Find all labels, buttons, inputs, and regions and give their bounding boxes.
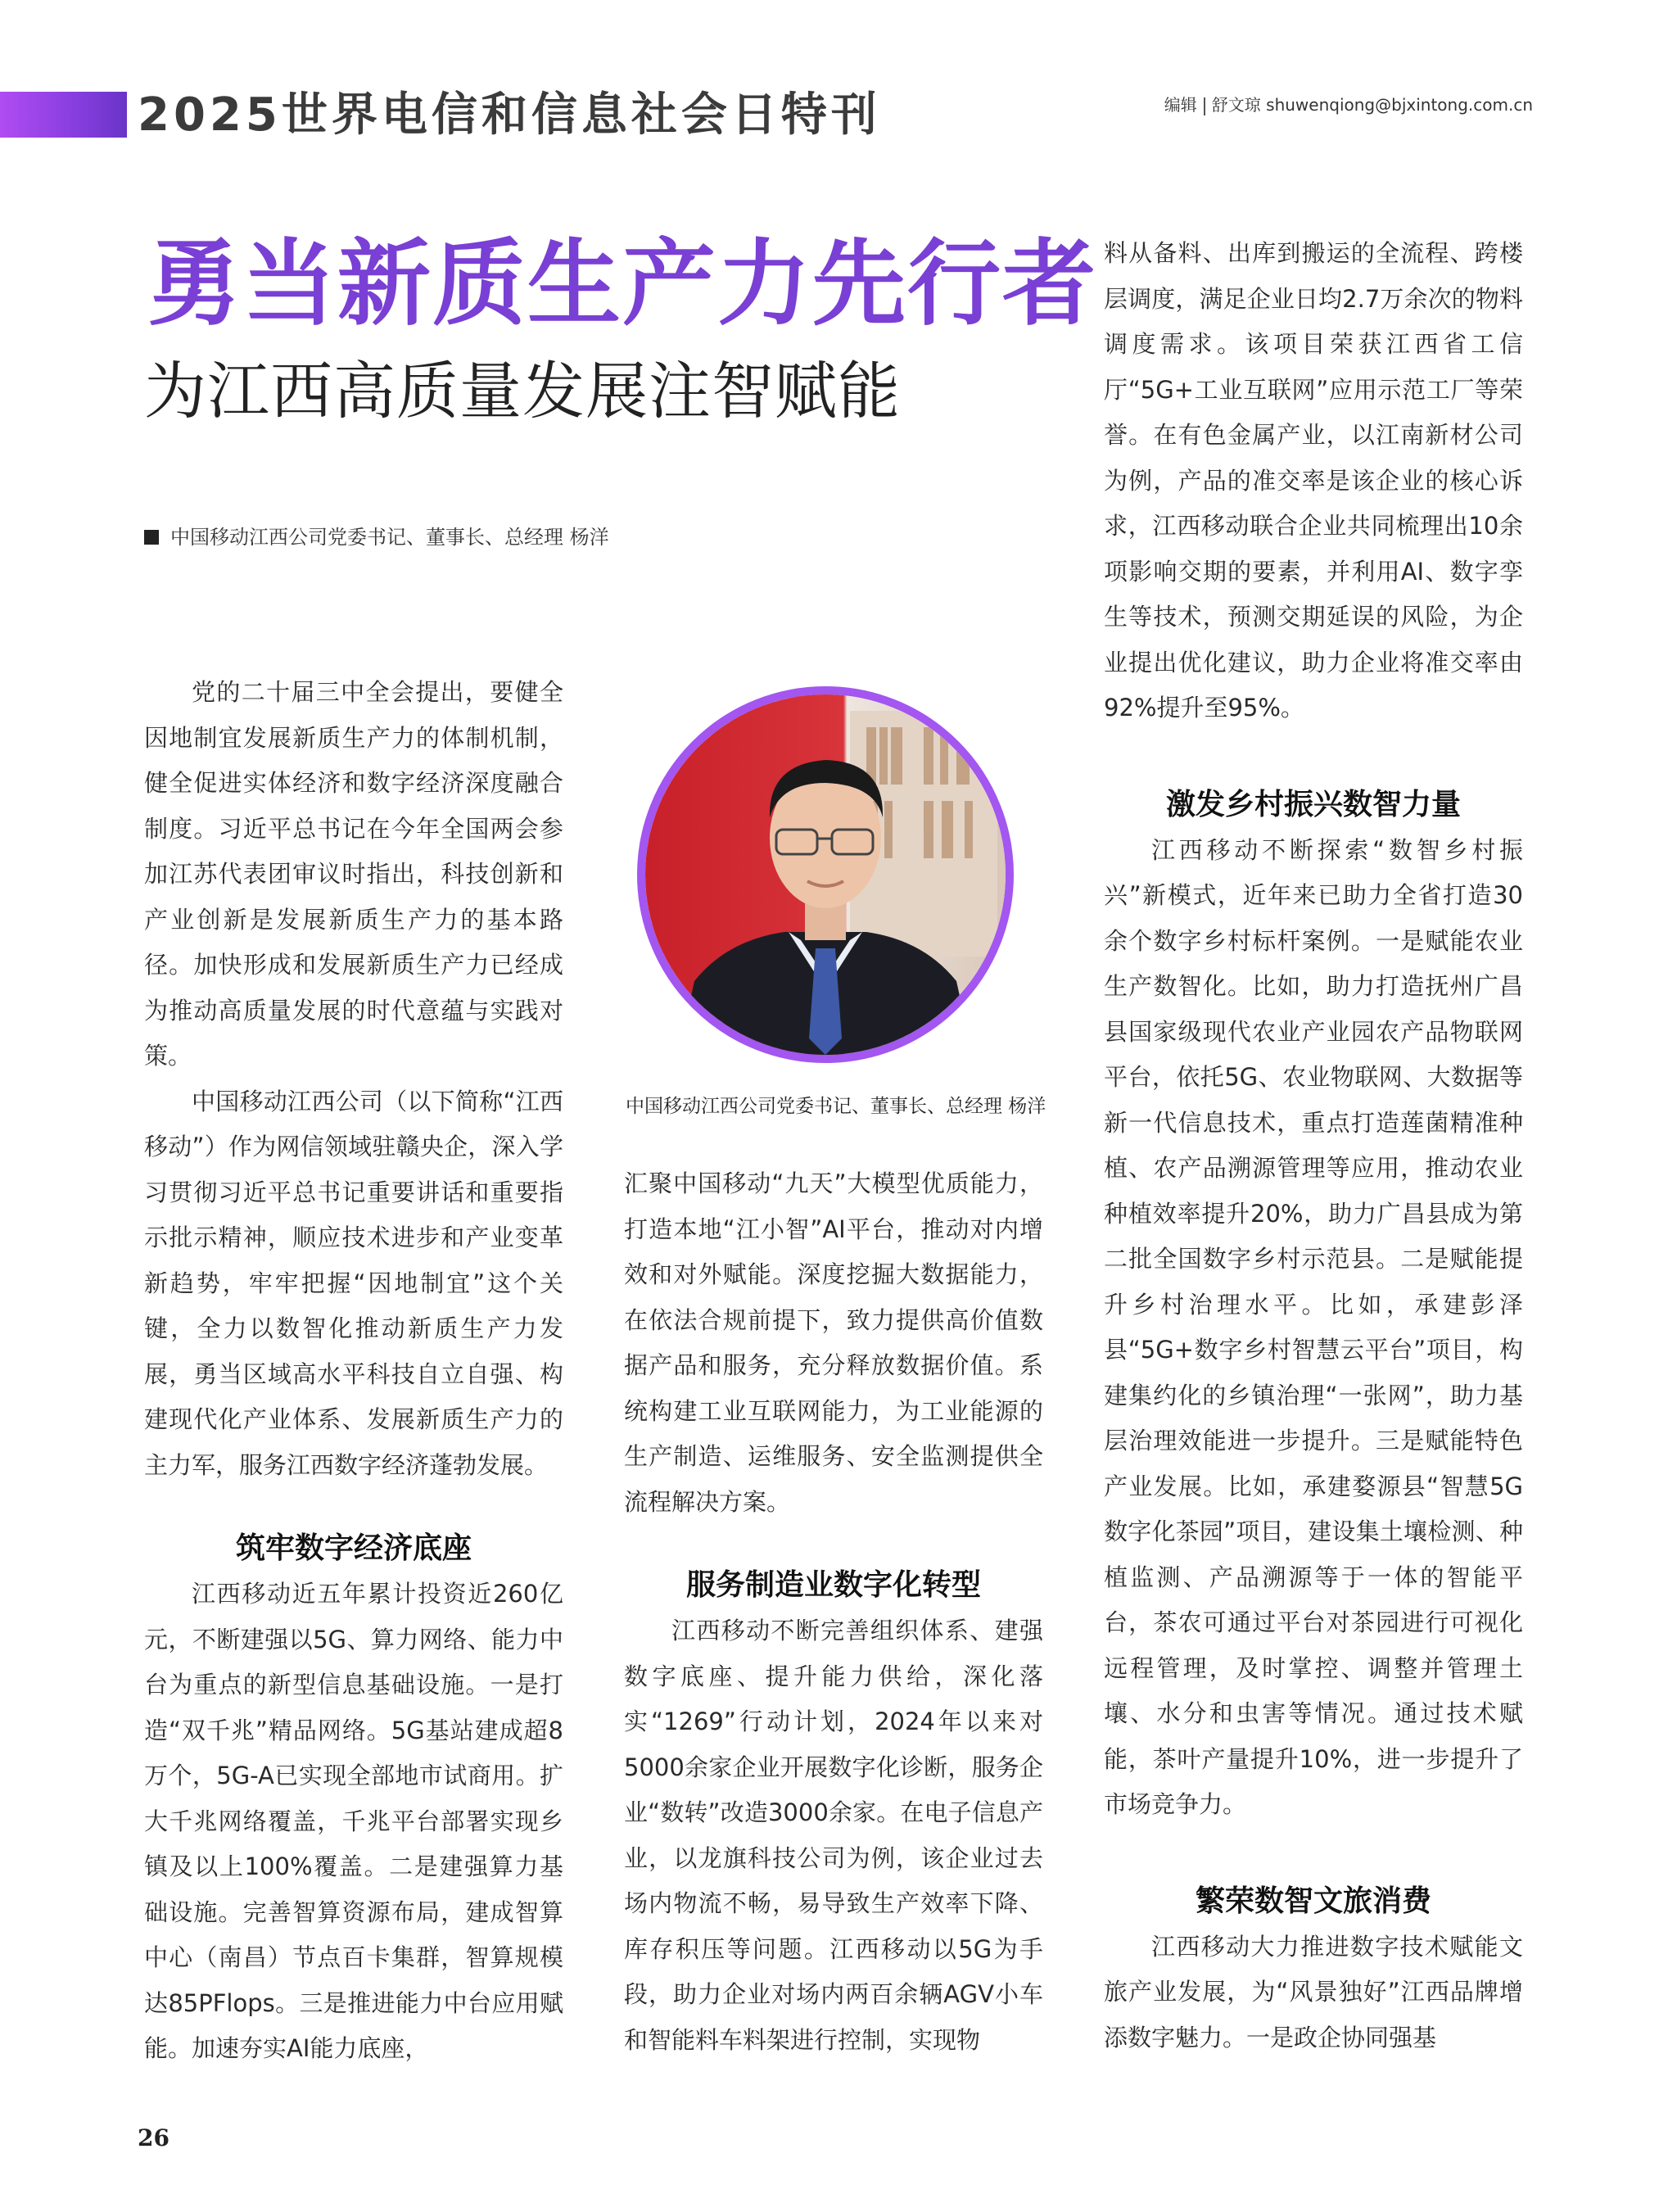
article-title: 勇当新质生产力先行者 bbox=[147, 229, 1098, 338]
section-heading: 服务制造业数字化转型 bbox=[685, 1568, 981, 1602]
paragraph: 江西移动不断完善组织体系、建强数字底座、提升能力供给，深化落实“1269”行动计划，2024年以来对5000余家企业开展数字化诊断，服务企业“数转”改造3000余家。在电子信息产业，以龙旗科技公司为例，该企业过去场内物流不畅，易导致生产效率下降、库存积压等问题。江西移动以5G为手段，助力企业对场内两百余辆AGV小车和智能料车料架进行控制，实现物 bbox=[624, 1617, 1043, 2054]
photo-caption: 中国移动江西公司党委书记、董事长、总经理 杨洋 bbox=[626, 1096, 1046, 1117]
portrait-illustration bbox=[645, 694, 1006, 1055]
editor-email: shuwenqiong@bjxintong.com.cn bbox=[1266, 95, 1533, 115]
editor-label: 编辑 bbox=[1164, 95, 1197, 115]
section-heading: 繁荣数智文旅消费 bbox=[1195, 1884, 1431, 1918]
header-accent-bar bbox=[0, 92, 127, 138]
text-column-1 bbox=[144, 670, 563, 2072]
byline bbox=[144, 521, 609, 550]
section-title: 2025世界电信和信息社会日特刊 bbox=[138, 88, 881, 142]
paragraph: 江西移动不断探索“数智乡村振兴”新模式，近年来已助力全省打造30余个数字乡村标杆案例。一是赋能农业生产数智化。比如，助力打造抚州广昌县国家级现代农业产业园农产品物联网平台，依托5G、农业物联网、大数据等新一代信息技术，重点打造莲菌精准种植、农产品溯源管理等应用，推动农业种植效率提升20%，助力广昌县成为第二批全国数字乡村示范县。二是赋能提升乡村治理水平。比如，承建彭泽县“5G+数字乡村智慧云平台”项目，构建集约化的乡镇治理“一张网”，助力基层治理效能进一步提升。三是赋能特色产业发展。比如，承建婺源县“智慧5G数字化茶园”项目，建设集土壤检测、种植监测、产品溯源等于一体的智能平台，茶农可通过平台对茶园进行可视化远程管理，及时掌控、调整并管理土壤、水分和虫害等情况。通过技术赋能，茶叶产量提升10%，进一步提升了市场竞争力。 bbox=[1104, 835, 1523, 1818]
editor-credit bbox=[1164, 92, 1533, 115]
page-number: 26 bbox=[138, 2124, 170, 2151]
paragraph: 汇聚中国移动“九天”大模型优质能力，打造本地“江小智”AI平台，推动对内增效和对外赋能。深度挖掘大数据能力，在依法合规前提下，致力提供高价值数据产品和服务，充分释放数据价值。系统构建工业互联网能力，为工业能源的生产制造、运维服务、安全监测提供全流程解决方案。 bbox=[624, 1169, 1043, 1516]
text-column-2 bbox=[624, 1161, 1043, 2063]
article-subtitle: 为江西高质量发展注智赋能 bbox=[144, 355, 901, 427]
section-heading: 激发乡村振兴数智力量 bbox=[1165, 787, 1461, 821]
paragraph: 江西移动近五年累计投资近260亿元，不断建强以5G、算力网络、能力中台为重点的新型信息基础设施。一是打造“双千兆”精品网络。5G基站建成超8万个，5G-A已实现全部地市试商用。扩大千兆网络覆盖，千兆平台部署实现乡镇及以上100%覆盖。二是建强算力基础设施。完善智算资源布局，建成智算中心（南昌）节点百卡集群，智算规模达85PFlops。三是推进能力中台应用赋能。加速夯实AI能力底座， bbox=[144, 1580, 563, 2062]
paragraph: 中国移动江西公司（以下简称“江西移动”）作为网信领域驻赣央企，深入学习贯彻习近平总书记重要讲话和重要指示批示精神，顺应技术进步和产业变革新趋势，牢牢把握“因地制宜”这个关键，全力以数智化推动新质生产力发展，勇当区域高水平科技自立自强、构建现代化产业体系、发展新质生产力的主力军，服务江西数字经济蓬勃发展。 bbox=[144, 1087, 563, 1479]
section-heading: 筑牢数字经济底座 bbox=[235, 1531, 472, 1565]
byline-text: 中国移动江西公司党委书记、董事长、总经理 杨洋 bbox=[170, 526, 609, 549]
paragraph: 料从备料、出库到搬运的全流程、跨楼层调度，满足企业日均2.7万余次的物料调度需求。该项目荣获江西省工信厅“5G+工业互联网”应用示范工厂等荣誉。在有色金属产业，以江南新材公司为例，产品的准交率是该企业的核心诉求，江西移动联合企业共同梳理出10余项影响交期的要素，并利用AI、数字孪生等技术，预测交期延误的风险，为企业提出优化建议，助力企业将准交率由92%提升至95%。 bbox=[1104, 239, 1523, 722]
paragraph: 党的二十届三中全会提出，要健全因地制宜发展新质生产力的体制机制，健全促进实体经济和数字经济深度融合制度。习近平总书记在今年全国两会参加江苏代表团审议时指出，科技创新和产业创新是发展新质生产力的基本路径。加快形成和发展新质生产力已经成为推动高质量发展的时代意蕴与实践对策。 bbox=[144, 678, 563, 1070]
paragraph: 江西移动大力推进数字技术赋能文旅产业发展，为“风景独好”江西品牌增添数字魅力。一是政企协同强基 bbox=[1104, 1932, 1523, 2051]
editor-divider bbox=[1204, 97, 1205, 115]
editor-name: 舒文琼 bbox=[1211, 95, 1261, 115]
portrait-photo bbox=[637, 686, 1014, 1063]
text-column-3 bbox=[1104, 231, 1523, 2060]
byline-square-icon bbox=[144, 530, 159, 545]
